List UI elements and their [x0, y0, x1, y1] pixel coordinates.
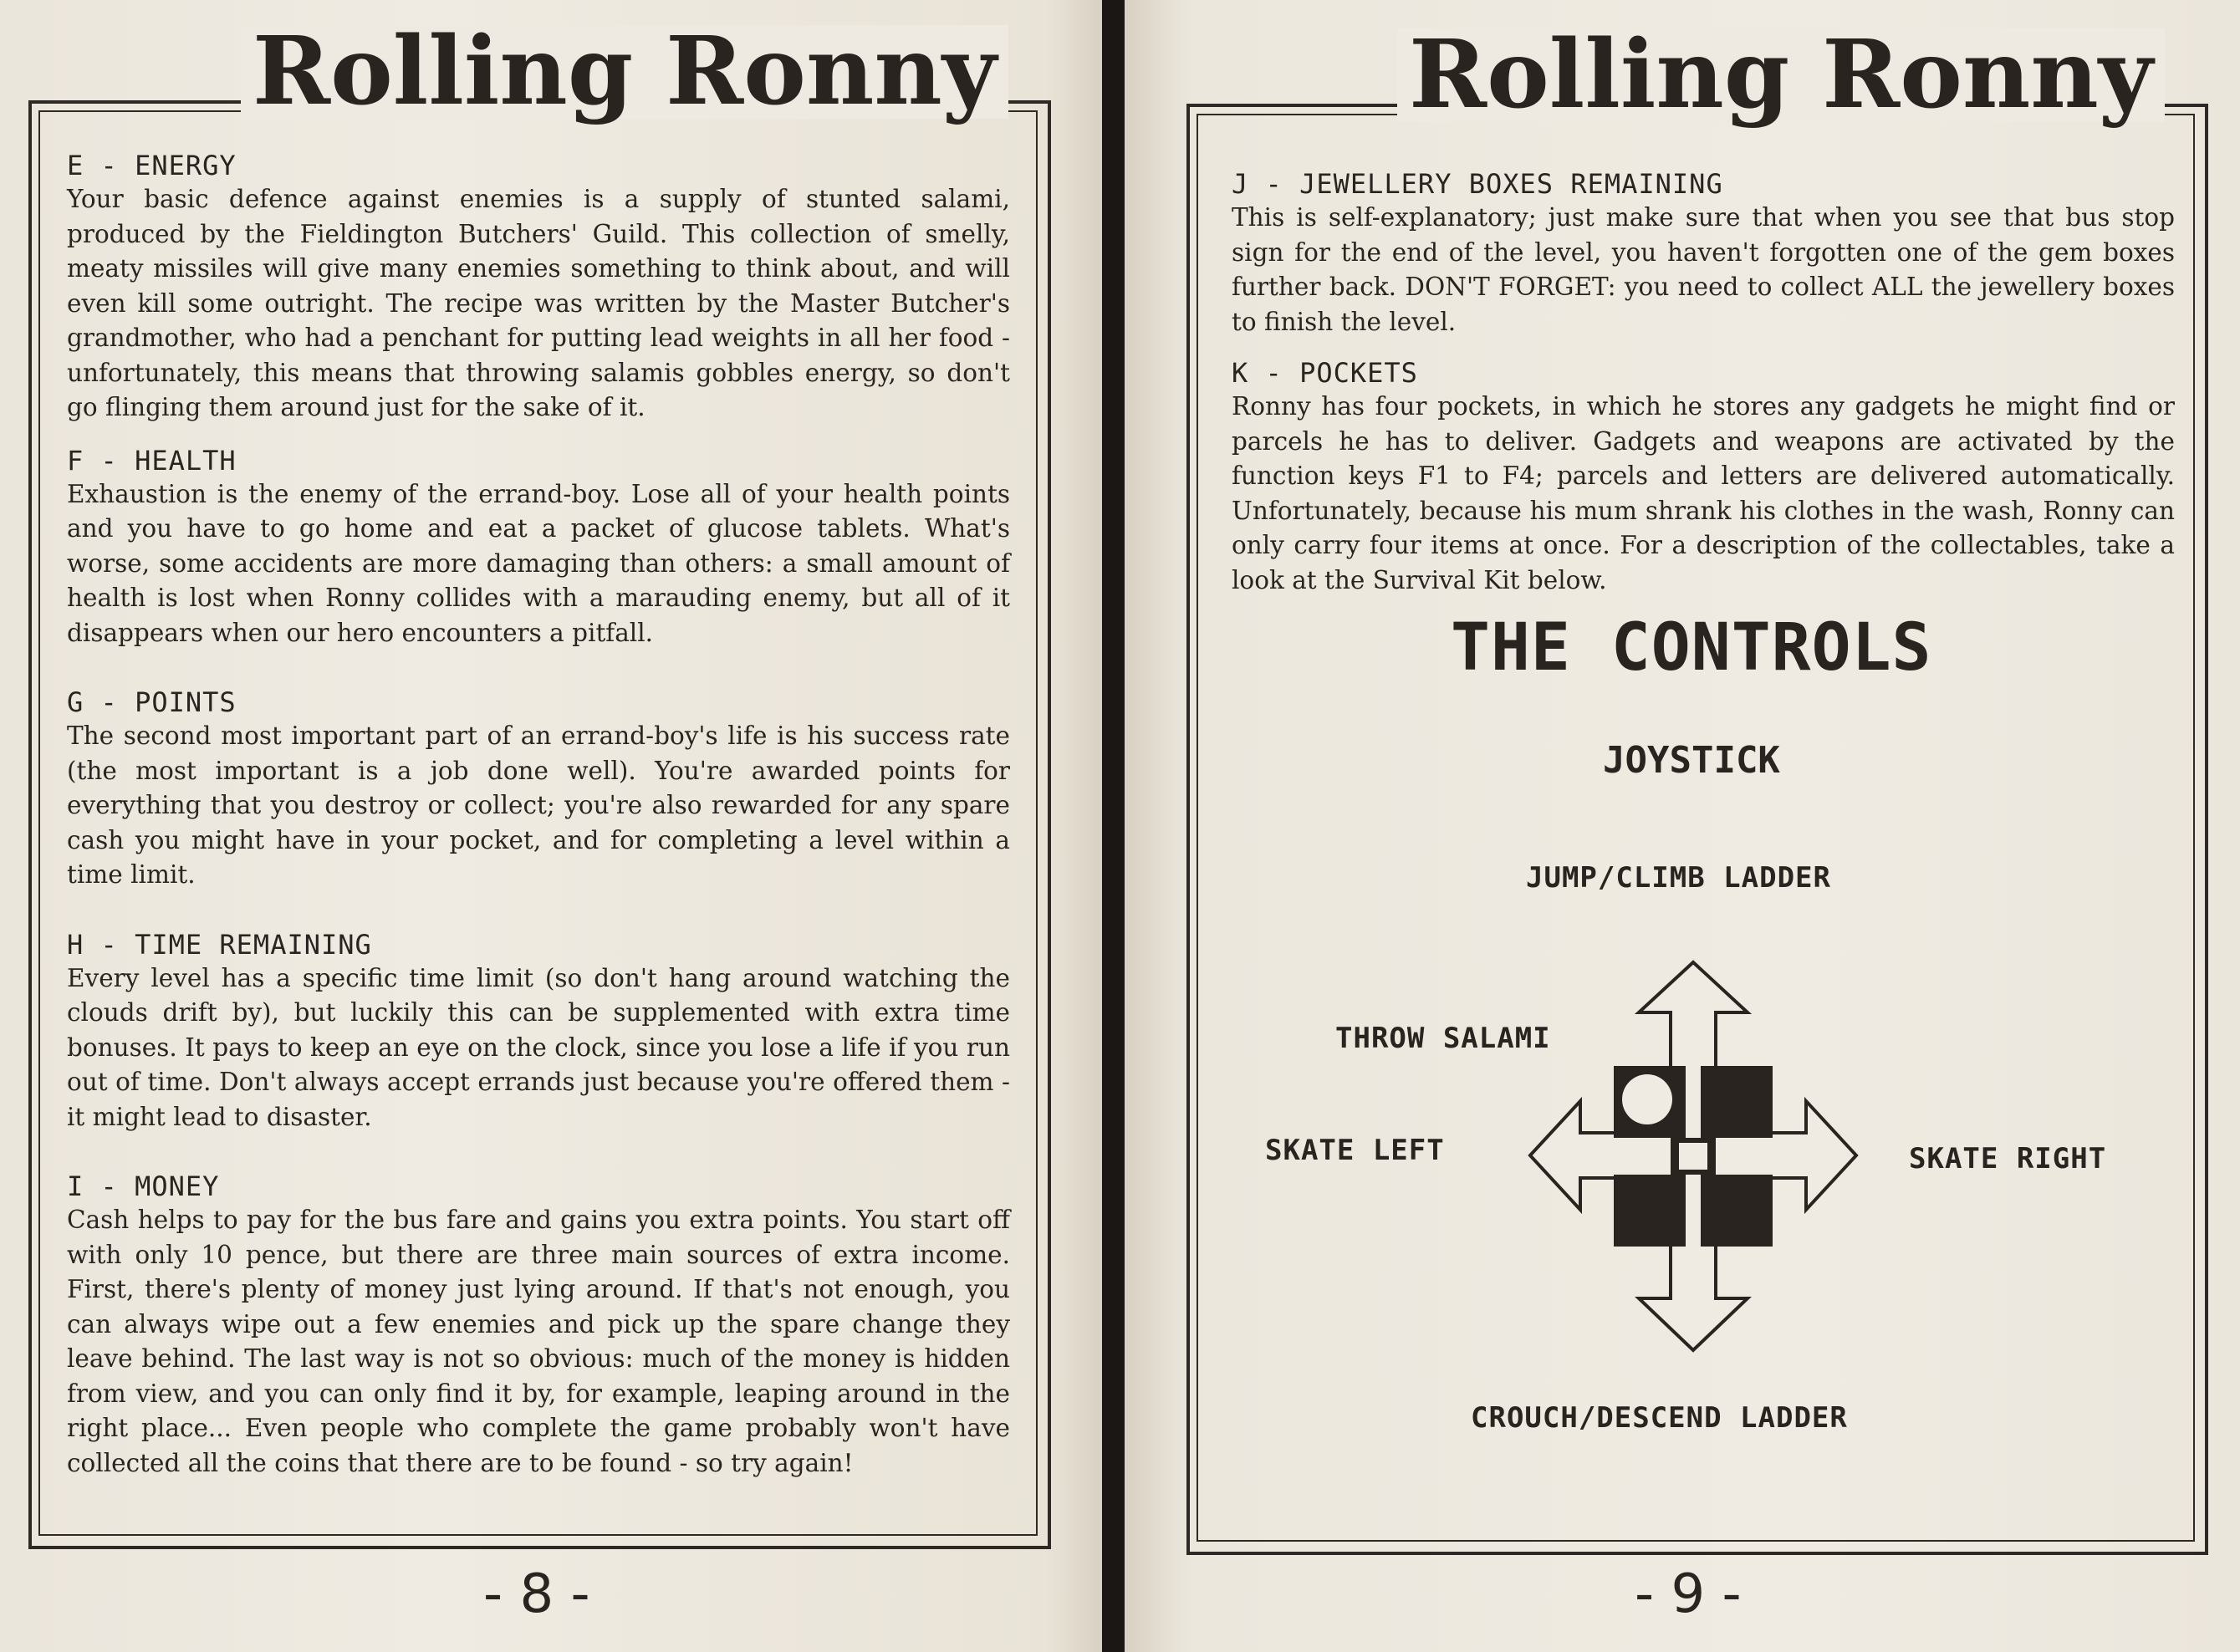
control-label-left: SKATE LEFT [1265, 1134, 1445, 1167]
section-text: This is self-explanatory; just make sure that when you see that bus stop sign for the end of the level, you haven't forgotten one of the gem boxes further back. DON'T FORGET: you need to collect ALL the jewellery boxes to finish the level. [1232, 203, 2175, 336]
control-label-up: JUMP/CLIMB LADDER [1526, 861, 1831, 895]
section-text: Cash helps to pay for the bus fare and gains you extra points. You start off with only 10 pence, but there are three main sources of extra income. First, there's plenty of money just lying around. If that's not enough, you can always wipe out a few enemies and pick up the spare change they leave behind. The last way is not so obvious: much of the money is hidden from view, and you can only find it by, for example, leaping around in the right place... Even people who complete the game probably won't have collected all the coins that there are to be found - so try again! [67, 1206, 1010, 1477]
section-time-remaining [67, 928, 1010, 1135]
left-page-content [67, 149, 1010, 1481]
section-pockets [1232, 356, 2175, 598]
page-title-right: Rolling Ronny [1397, 28, 2165, 122]
section-text: The second most important part of an errand-boy's life is his success rate (the most important is a job done well). You're awarded points for everything that you destroy or collect; you're also rewarded for any spare cash you might have in your pocket, and for completing a level within a time limit. [67, 721, 1010, 889]
section-text: Exhaustion is the enemy of the errand-boy. Lose all of your health points and you have to go home and eat a packet of glucose tablets. What's worse, some accidents are more damaging than others: a small amount of health is lost when Ronny collides with a marauding enemy, but all of it disappears when our hero encounters a pitfall. [67, 479, 1010, 647]
joystick-diagram [1497, 957, 1890, 1354]
controls-heading: THE CONTROLS [1451, 610, 1932, 686]
section-heading: J - JEWELLERY BOXES REMAINING [1232, 168, 1723, 200]
section-heading: H - TIME REMAINING [67, 928, 372, 961]
section-energy [67, 149, 1010, 426]
page-number-left: - 8 - [483, 1563, 590, 1625]
fire-button-icon [1622, 1074, 1672, 1124]
right-page [1125, 0, 2240, 1652]
section-text: Your basic defence against enemies is a supply of stunted salami, produced by the Fieldington Butchers' Guild. This collection of smelly, meaty missiles will give many enemies something to think about, and will even kill some outright. The recipe was written by the Master Butcher's grandmother, who had a penchant for putting lead weights in all her food - unfortunately, this means that throwing salamis gobbles energy, so don't go flinging them around just for the sake of it. [67, 185, 1010, 421]
joystick-heading: JOYSTICK [1603, 739, 1780, 782]
control-label-down: CROUCH/DESCEND LADDER [1471, 1401, 1848, 1435]
section-heading: F - HEALTH [67, 444, 237, 477]
joystick-square-bottom-left [1614, 1175, 1686, 1247]
left-page [0, 0, 1102, 1652]
section-heading: I - MONEY [67, 1170, 220, 1202]
section-health [67, 444, 1010, 651]
section-money [67, 1170, 1010, 1481]
section-heading: G - POINTS [67, 686, 237, 718]
section-text: Every level has a specific time limit (so don't hang around watching the clouds drift by), but luckily this can be supplemented with extra time bonuses. It pays to keep an eye on the clock, since you lose a life if you run out of time. Don't always accept errands just because you're offered them - it might lead to disaster. [67, 963, 1010, 1131]
control-label-right: SKATE RIGHT [1909, 1142, 2107, 1175]
right-page-content [1232, 167, 2175, 598]
joystick-square-bottom-right [1701, 1175, 1773, 1247]
section-heading: K - POCKETS [1232, 357, 1418, 389]
section-text: Ronny has four pockets, in which he stores any gadgets he might find or parcels he has to deliver. Gadgets and weapons are activated by the function keys F1 to F4; parcels and letters are delivered automatically. Unfortunately, because his mum shrank his clothes in the wash, Ronny can only carry four items at once. For a description of the collectables, take a look at the Survival Kit below. [1232, 392, 2175, 594]
section-jewellery-boxes [1232, 167, 2175, 339]
section-points [67, 686, 1010, 893]
section-heading: E - ENERGY [67, 150, 237, 181]
page-number-right: - 9 - [1635, 1563, 1742, 1625]
page-title-left: Rolling Ronny [241, 25, 1008, 119]
control-label-fire: THROW SALAMI [1335, 1022, 1551, 1055]
joystick-square-top-right [1701, 1066, 1773, 1138]
